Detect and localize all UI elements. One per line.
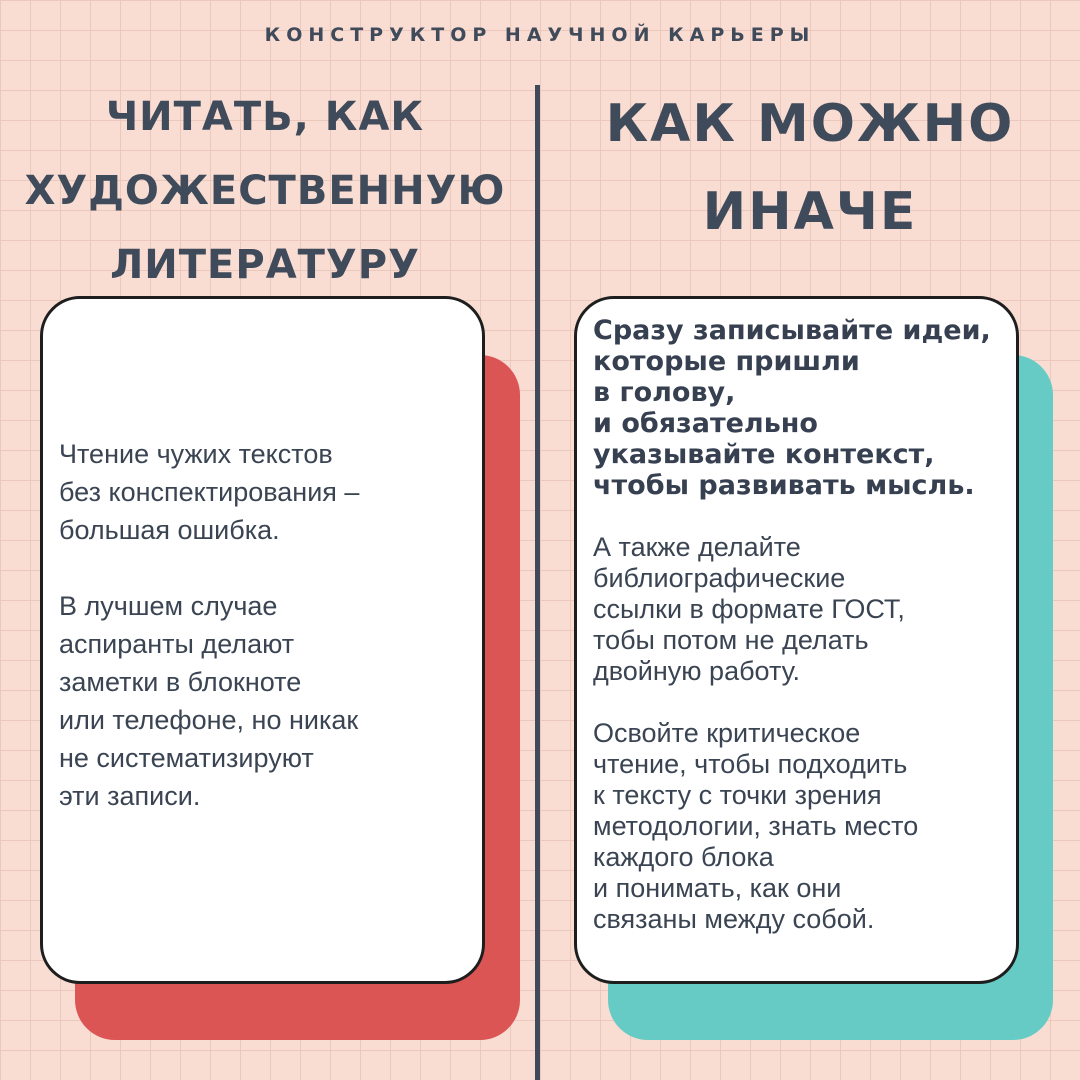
brand-title: КОНСТРУКТОР НАУЧНОЙ КАРЬЕРЫ bbox=[264, 24, 816, 46]
left-card bbox=[40, 296, 485, 984]
left-paragraph-2: В лучшем случае аспиранты делают заметки в блокноте или телефоне, но никак не систематизируют эти записи. bbox=[59, 591, 359, 811]
left-heading: ЧИТАТЬ, КАК ХУДОЖЕСТВЕННУЮ ЛИТЕРАТУРУ bbox=[24, 94, 506, 288]
vertical-divider bbox=[535, 85, 540, 1080]
left-paragraph-1: Чтение чужих текстов без конспектирования – большая ошибка. bbox=[59, 439, 360, 545]
right-card bbox=[574, 296, 1019, 984]
right-heading: КАК МОЖНО ИНАЧЕ bbox=[605, 94, 1015, 242]
right-paragraph-2: Освойте критическое чтение, чтобы подходить к тексту с точки зрения методологии, знать место каждого блока и понимать, как они связаны между собой. bbox=[593, 718, 919, 934]
right-paragraph-1: А также делайте библиографические ссылки в формате ГОСТ, тобы потом не делать двойную работу. bbox=[593, 532, 905, 686]
right-bold-paragraph: Сразу записывайте идеи, которые пришли в голову, и обязательно указывайте контекст, чтобы развивать мысль. bbox=[593, 315, 991, 501]
